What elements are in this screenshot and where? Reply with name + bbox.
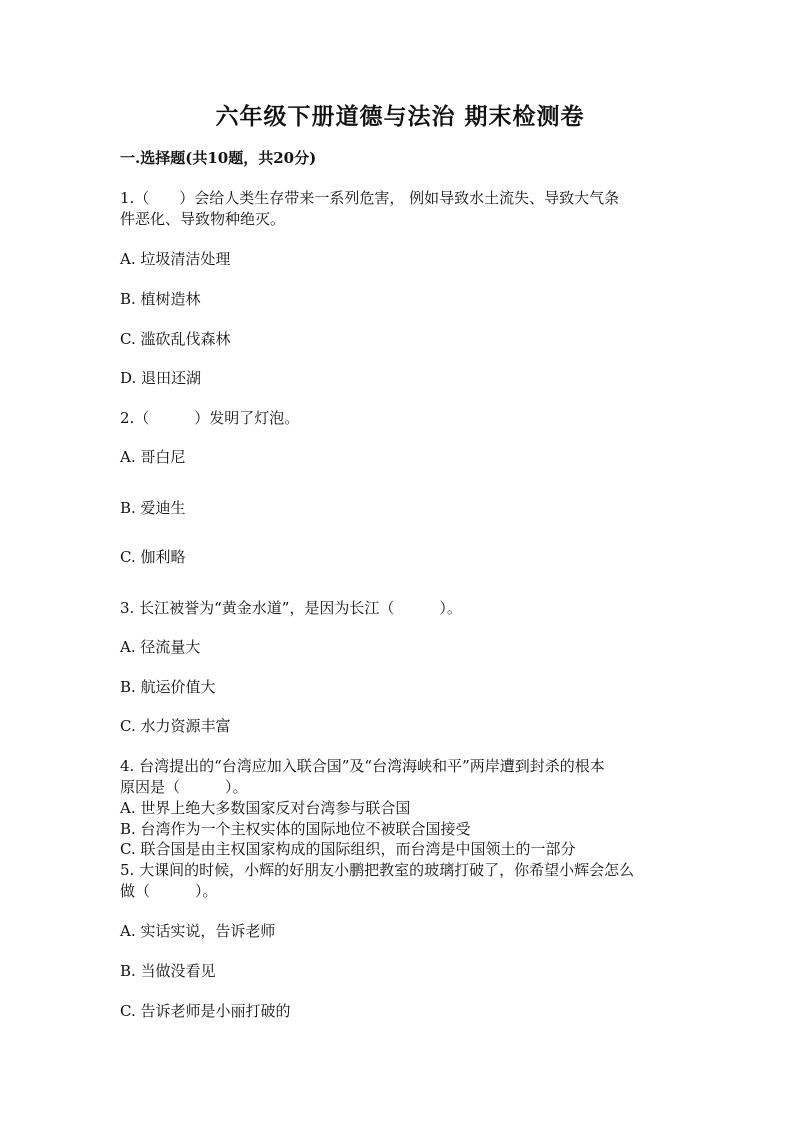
- question-3-option-b: B. 航运价值大: [120, 678, 216, 696]
- question-2-option-c: C. 伽利略: [120, 548, 186, 566]
- question-5-stem-line-2: 做（ ）。: [120, 882, 218, 900]
- question-1-option-c: C. 滥砍乱伐森林: [120, 330, 231, 348]
- question-1-stem-line-1: 1.（ ）会给人类生存带来一系列危害， 例如导致水土流失、导致大气条: [120, 189, 620, 207]
- question-2-option-a: A. 哥白尼: [120, 448, 186, 466]
- question-1-option-a: A. 垃圾清洁处理: [120, 250, 231, 268]
- question-2-stem-line-1: 2.（ ）发明了灯泡。: [120, 409, 300, 427]
- question-5-stem-line-1: 5. 大课间的时候，小辉的好朋友小鹏把教室的玻璃打破了，你希望小辉会怎么: [120, 861, 635, 879]
- question-1-option-d: D. 退田还湖: [120, 369, 202, 387]
- question-3-stem-line-1: 3. 长江被誉为“黄金水道”，是因为长江（ ）。: [120, 599, 462, 617]
- question-4-option-a: A. 世界上绝大多数国家反对台湾参与联合国: [120, 799, 411, 817]
- question-1-option-b: B. 植树造林: [120, 290, 201, 308]
- question-2-option-b: B. 爱迪生: [120, 499, 186, 517]
- question-5-option-b: B. 当做没看见: [120, 962, 216, 980]
- question-4-stem-line-2: 原因是（ ）。: [120, 778, 248, 796]
- question-1-stem-line-2: 件恶化、导致物种绝灭。: [120, 210, 286, 228]
- question-3-option-a: A. 径流量大: [120, 638, 201, 656]
- question-4-stem-line-1: 4. 台湾提出的“台湾应加入联合国”及“台湾海峡和平”两岸遭到封杀的根本: [120, 757, 605, 775]
- question-4-option-b: B. 台湾作为一个主权实体的国际地位不被联合国接受: [120, 820, 471, 838]
- question-5-option-a: A. 实话实说，告诉老师: [120, 922, 276, 940]
- question-3-option-c: C. 水力资源丰富: [120, 717, 231, 735]
- page-title: 六年级下册道德与法治 期末检测卷: [215, 103, 585, 130]
- question-4-option-c: C. 联合国是由主权国家构成的国际组织，而台湾是中国领土的一部分: [120, 840, 576, 858]
- question-5-option-c: C. 告诉老师是小丽打破的: [120, 1002, 291, 1020]
- section-heading: 一.选择题(共10题，共20分): [120, 149, 317, 167]
